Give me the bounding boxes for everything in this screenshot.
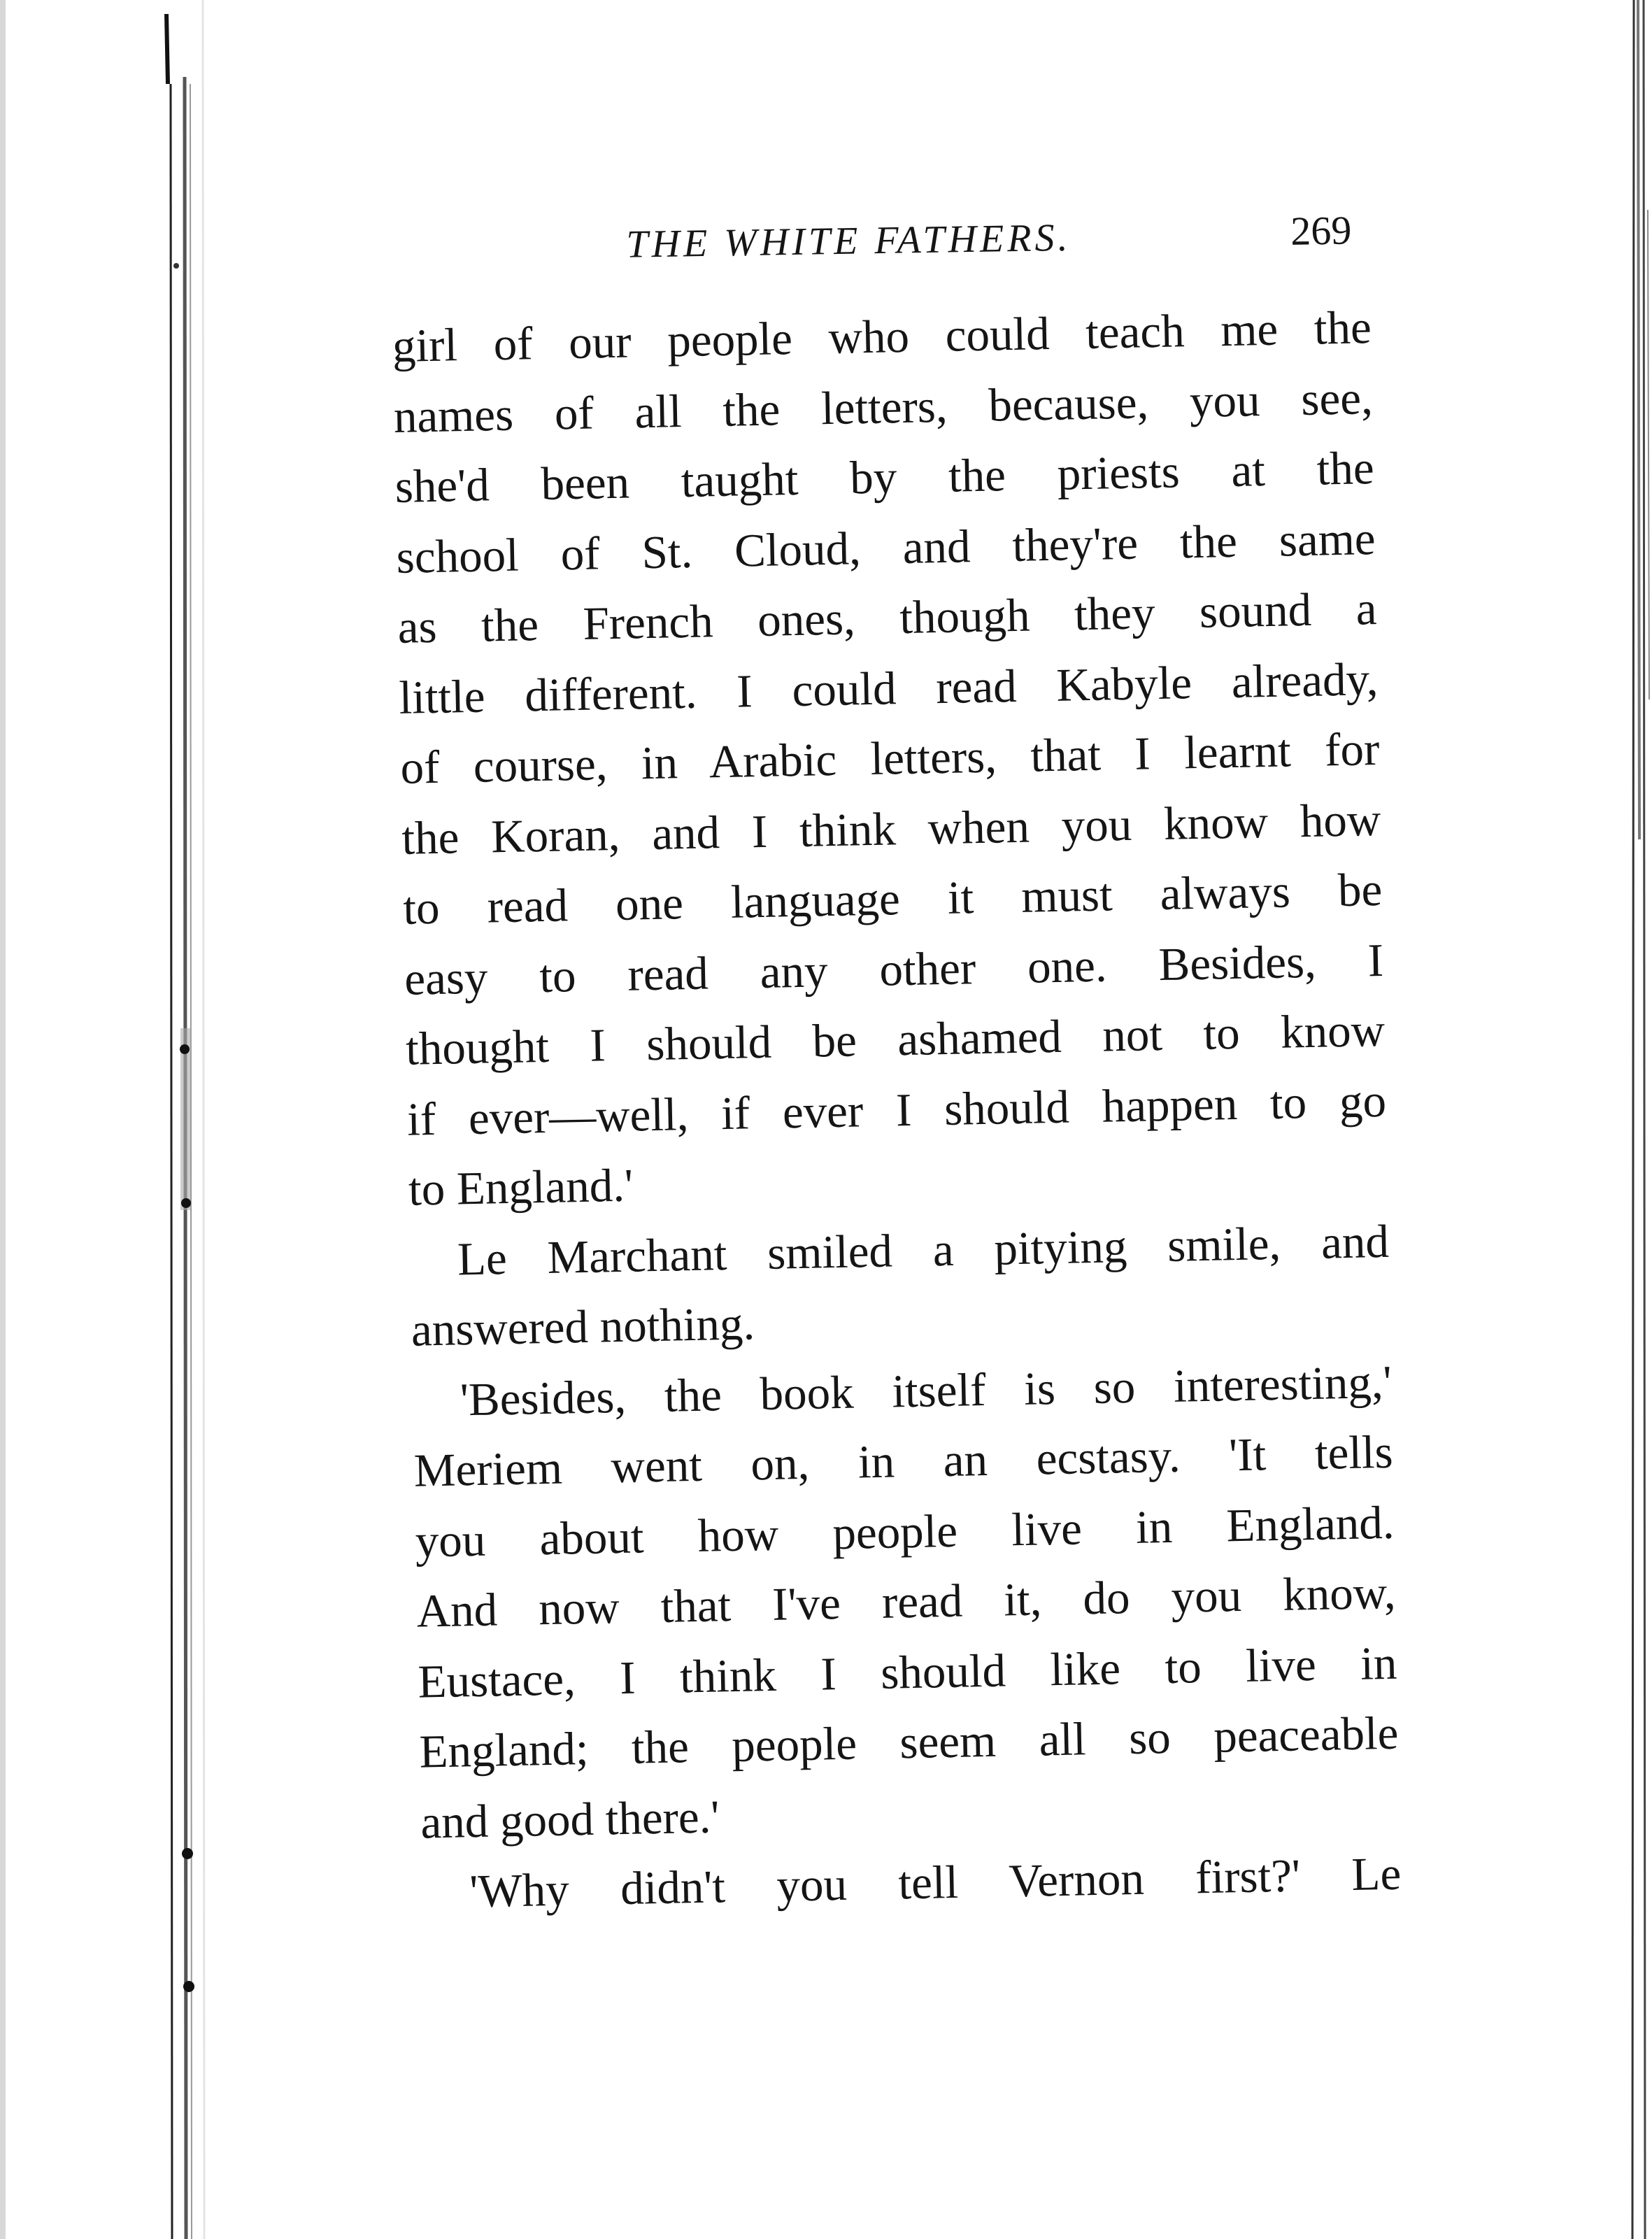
text-line: England; the people seem all so peaceable — [418, 1707, 1399, 1778]
text-line: Meriem went on, in an ecstasy. 'It tells — [413, 1426, 1394, 1497]
text-line: she'd been taught by the priests at the — [394, 442, 1375, 513]
text-line: of course, in Arabic letters, that I learnt for — [399, 723, 1380, 794]
text-line: And now that I've read it, do you know, — [415, 1566, 1397, 1637]
text-line: Le Marchant smiled a pitying smile, and — [457, 1215, 1390, 1285]
text-line: easy to read any other one. Besides, I — [404, 934, 1384, 1005]
page-number: 269 — [1290, 207, 1352, 254]
text-line: girl of our people who could teach me the — [392, 301, 1372, 372]
text-line: 'Besides, the book itself is so interesting,' — [460, 1356, 1393, 1426]
text-line: as the French ones, though they sound a — [397, 583, 1378, 653]
body-text — [392, 292, 1402, 1928]
text-line: the Koran, and I think when you know how — [401, 793, 1381, 865]
text-line: to England.' — [408, 1159, 634, 1216]
text-line: names of all the letters, because, you see, — [393, 371, 1374, 443]
running-title: THE WHITE FATHERS. — [626, 215, 1071, 266]
text-line: thought I should be ashamed not to know — [405, 1004, 1386, 1075]
text-line: if ever—well, if ever I should happen to go — [406, 1074, 1387, 1146]
text-line: to read one language it must always be — [402, 863, 1383, 934]
text-line: Eustace, I think I should like to live in — [417, 1637, 1398, 1708]
text-line: school of St. Cloud, and they're the same — [396, 512, 1376, 583]
text-line: you about how people live in England. — [415, 1496, 1395, 1568]
text-line: answered nothing. — [411, 1298, 755, 1356]
page-header — [615, 207, 1358, 278]
text-line: little different. I could read Kabyle already, — [398, 653, 1379, 724]
text-line: 'Why didn't you tell Vernon first?' Le — [469, 1847, 1402, 1918]
text-line: and good there.' — [420, 1790, 720, 1849]
